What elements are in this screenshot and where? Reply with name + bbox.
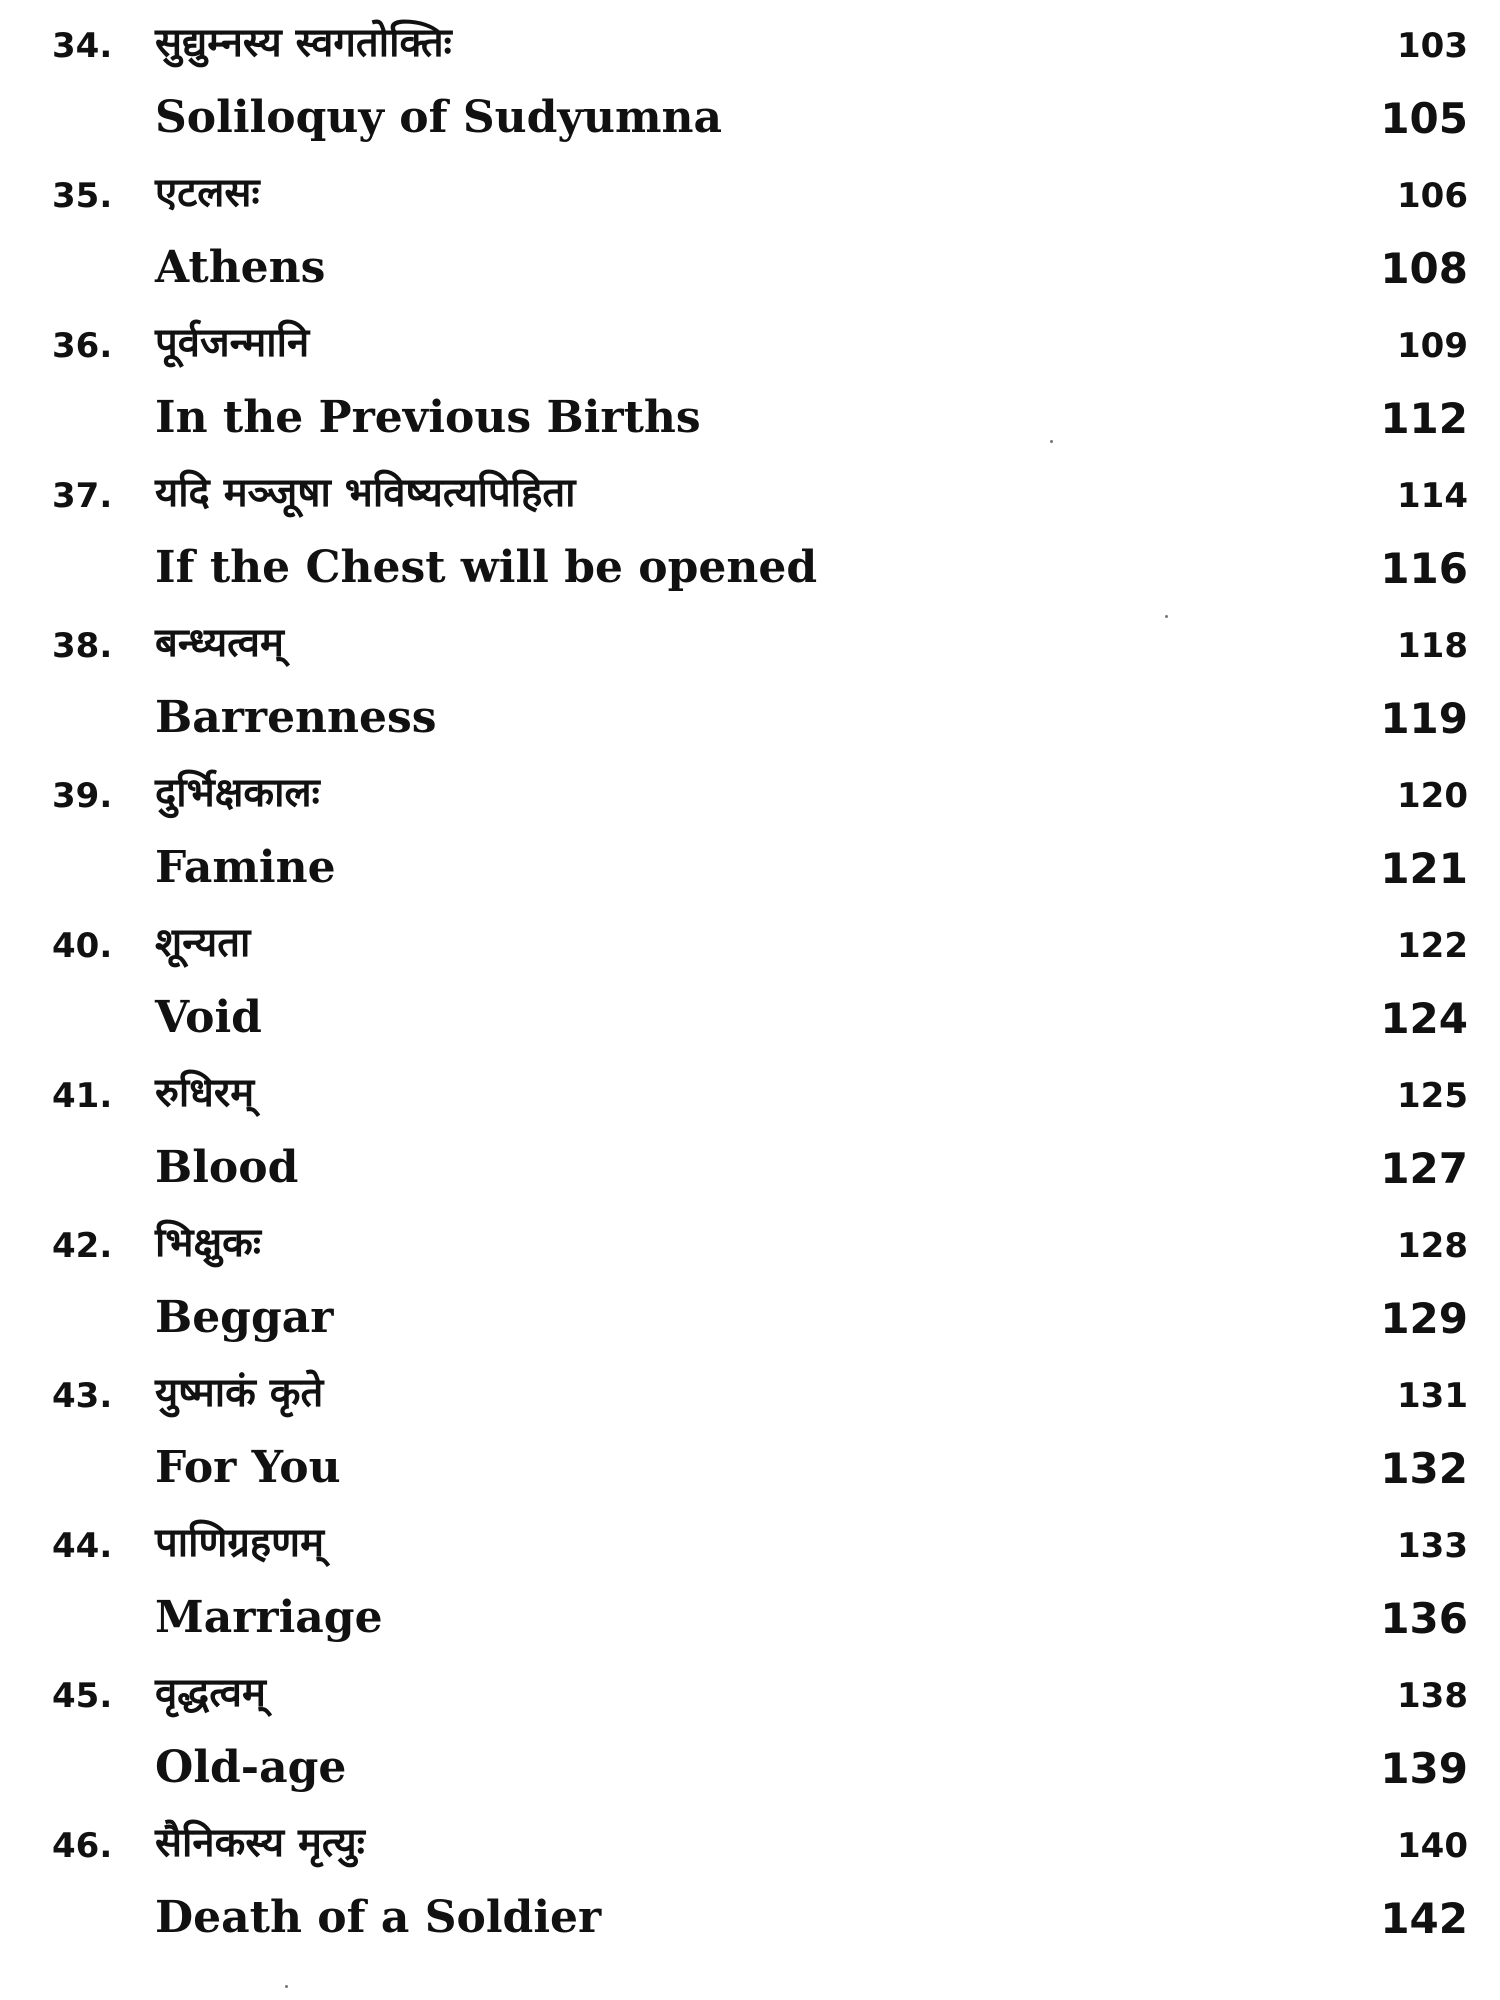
- entry-title-english: Old-age: [155, 1742, 347, 1793]
- toc-entry-sanskrit: [0, 1356, 1500, 1426]
- toc-entry-sanskrit: [0, 756, 1500, 826]
- entry-page-number: 103: [1397, 26, 1468, 66]
- entry-title-english: If the Chest will be opened: [155, 542, 818, 593]
- entry-page-number: 139: [1380, 1744, 1468, 1793]
- entry-page-number: 136: [1380, 1594, 1468, 1643]
- entry-title-english: In the Previous Births: [155, 392, 701, 443]
- entry-title-english: Famine: [155, 842, 336, 893]
- entry-title-sanskrit: बन्ध्यत्वम्: [155, 620, 284, 666]
- toc-entry-sanskrit: [0, 1506, 1500, 1576]
- entry-page-number: 108: [1380, 244, 1468, 293]
- entry-page-number: 128: [1397, 1226, 1468, 1266]
- toc-entry-sanskrit: [0, 156, 1500, 226]
- entry-number: 36.: [52, 326, 113, 366]
- entry-page-number: 106: [1397, 176, 1468, 216]
- toc-entry-english: [0, 531, 1500, 601]
- entry-title-sanskrit: सुद्युम्नस्य स्वगतोक्तिः: [155, 20, 452, 66]
- entry-page-number: 118: [1397, 626, 1468, 666]
- page-speck: [1050, 440, 1053, 443]
- entry-title-english: Marriage: [155, 1592, 383, 1643]
- entry-number: 37.: [52, 476, 113, 516]
- entry-number: 46.: [52, 1826, 113, 1866]
- entry-page-number: 121: [1380, 844, 1468, 893]
- toc-entry-english: [0, 1731, 1500, 1801]
- entry-page-number: 138: [1397, 1676, 1468, 1716]
- entry-number: 41.: [52, 1076, 113, 1116]
- entry-page-number: 140: [1397, 1826, 1468, 1866]
- entry-title-sanskrit: एटलसः: [155, 170, 260, 216]
- entry-title-sanskrit: शून्यता: [155, 920, 251, 966]
- entry-page-number: 132: [1380, 1444, 1468, 1493]
- entry-title-english: Barrenness: [155, 692, 437, 743]
- entry-page-number: 119: [1380, 694, 1468, 743]
- entry-page-number: 122: [1397, 926, 1468, 966]
- toc-entry-sanskrit: [0, 306, 1500, 376]
- entry-page-number: 120: [1397, 776, 1468, 816]
- toc-entry-sanskrit: [0, 1056, 1500, 1126]
- entry-page-number: 105: [1380, 94, 1468, 143]
- entry-title-english: Void: [155, 992, 262, 1043]
- entry-page-number: 142: [1380, 1894, 1468, 1943]
- entry-title-sanskrit: यदि मञ्जूषा भविष्यत्यपिहिता: [155, 470, 576, 516]
- entry-number: 44.: [52, 1526, 113, 1566]
- toc-entry-english: [0, 831, 1500, 901]
- entry-page-number: 125: [1397, 1076, 1468, 1116]
- toc-entry-english: [0, 1581, 1500, 1651]
- entry-title-sanskrit: पाणिग्रहणम्: [155, 1520, 324, 1566]
- toc-entry-sanskrit: [0, 1206, 1500, 1276]
- entry-title-english: Beggar: [155, 1292, 334, 1343]
- page-speck: [285, 1985, 288, 1988]
- entry-page-number: 131: [1397, 1376, 1468, 1416]
- entry-number: 43.: [52, 1376, 113, 1416]
- entry-number: 34.: [52, 26, 113, 66]
- entry-number: 39.: [52, 776, 113, 816]
- toc-entry-sanskrit: [0, 606, 1500, 676]
- entry-number: 35.: [52, 176, 113, 216]
- entry-number: 38.: [52, 626, 113, 666]
- entry-title-english: Blood: [155, 1142, 299, 1193]
- entry-title-sanskrit: रुधिरम्: [155, 1070, 255, 1116]
- toc-entry-english: [0, 381, 1500, 451]
- toc-entry-english: [0, 231, 1500, 301]
- entry-title-sanskrit: पूर्वजन्मानि: [155, 320, 310, 366]
- entry-page-number: 114: [1397, 476, 1468, 516]
- toc-entry-english: [0, 981, 1500, 1051]
- page-speck: [1165, 615, 1168, 618]
- entry-title-sanskrit: भिक्षुकः: [155, 1220, 261, 1266]
- toc-entry-sanskrit: [0, 1656, 1500, 1726]
- entry-page-number: 129: [1380, 1294, 1468, 1343]
- entry-title-sanskrit: सैनिकस्य मृत्युः: [155, 1820, 365, 1866]
- entry-page-number: 109: [1397, 326, 1468, 366]
- toc-entry-english: [0, 681, 1500, 751]
- toc-entry-sanskrit: [0, 456, 1500, 526]
- entry-number: 42.: [52, 1226, 113, 1266]
- entry-number: 45.: [52, 1676, 113, 1716]
- toc-entry-english: [0, 1131, 1500, 1201]
- toc-entry-sanskrit: [0, 6, 1500, 76]
- entry-page-number: 124: [1380, 994, 1468, 1043]
- entry-page-number: 116: [1380, 544, 1468, 593]
- entry-title-english: Athens: [155, 242, 326, 293]
- entry-title-english: Death of a Soldier: [155, 1892, 602, 1943]
- toc-entry-sanskrit: [0, 1806, 1500, 1876]
- entry-number: 40.: [52, 926, 113, 966]
- entry-title-sanskrit: दुर्भिक्षकालः: [155, 770, 320, 816]
- entry-title-sanskrit: वृद्धत्वम्: [155, 1670, 266, 1716]
- toc-entry-english: [0, 81, 1500, 151]
- toc-entry-english: [0, 1281, 1500, 1351]
- toc-entry-english: [0, 1881, 1500, 1951]
- entry-title-sanskrit: युष्माकं कृते: [155, 1370, 324, 1416]
- entry-page-number: 112: [1380, 394, 1468, 443]
- entry-page-number: 127: [1380, 1144, 1468, 1193]
- entry-title-english: For You: [155, 1442, 341, 1493]
- entry-title-english: Soliloquy of Sudyumna: [155, 92, 722, 143]
- entry-page-number: 133: [1397, 1526, 1468, 1566]
- toc-entry-sanskrit: [0, 906, 1500, 976]
- toc-entry-english: [0, 1431, 1500, 1501]
